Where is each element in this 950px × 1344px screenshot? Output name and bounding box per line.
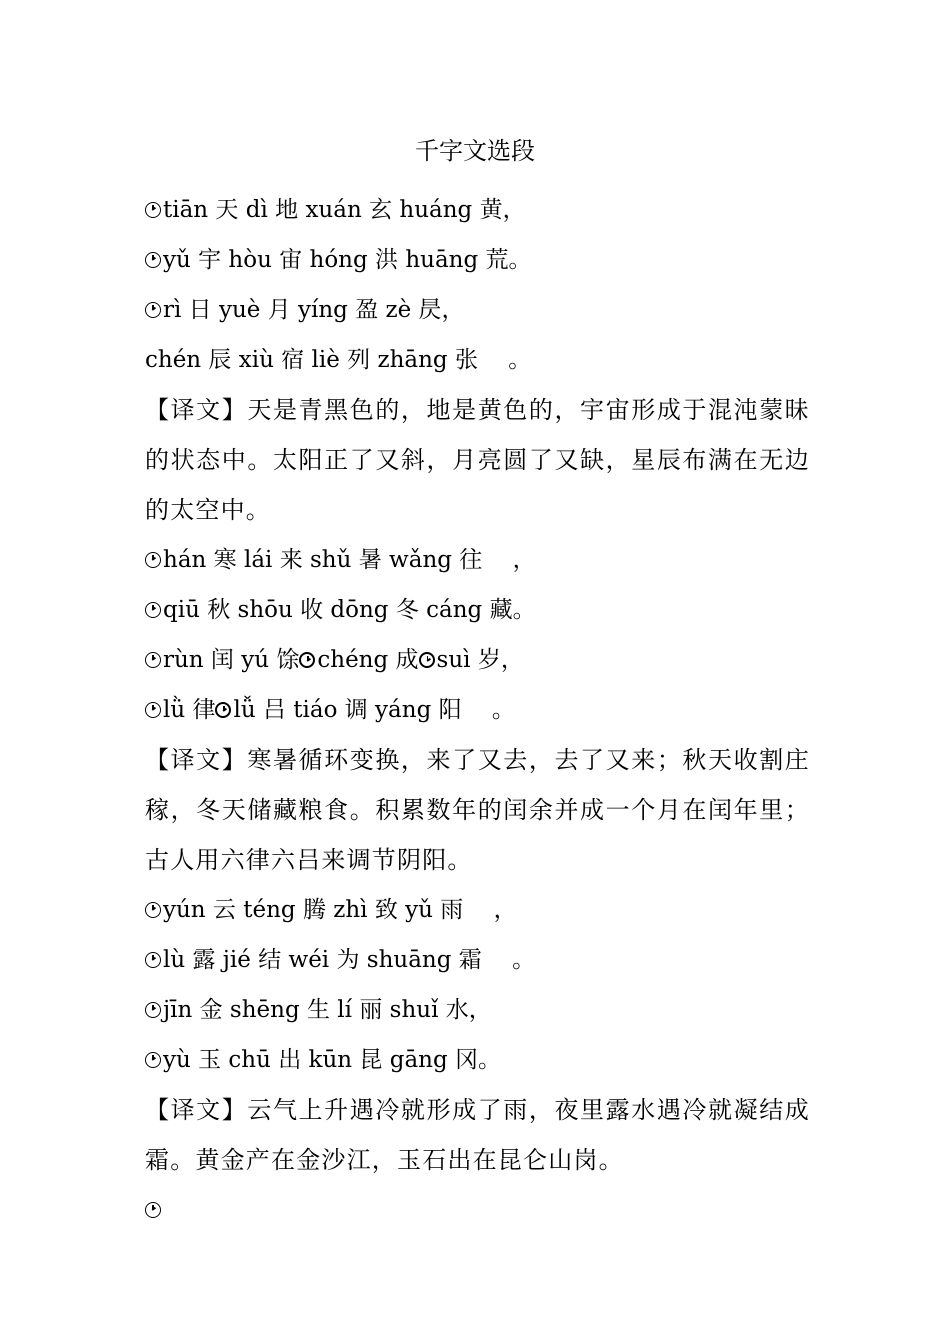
verse-text: rì 日 yuè 月 yíng 盈 zè 昃， [163, 297, 465, 323]
verse-line [145, 1035, 810, 1085]
verse-line [145, 185, 810, 235]
clock-icon [419, 652, 435, 668]
clock-icon [145, 652, 161, 668]
verse-text: chéng 成 [317, 647, 419, 673]
verse-text: qiū 秋 shōu 收 dōng 冬 cáng 藏。 [163, 597, 536, 623]
clock-icon [145, 252, 161, 268]
verse-text: jīn 金 shēng 生 lí 丽 shuǐ 水， [163, 997, 492, 1023]
clock-icon [145, 302, 161, 318]
translation-paragraph: 【译文】寒暑循环变换，来了又去，去了又来；秋天收割庄稼，冬天储藏粮食。积累数年的闰余并成一个月在闰年里；古人用六律六吕来调节阴阳。 [145, 746, 810, 874]
verse-line [145, 985, 810, 1035]
clock-icon [145, 1202, 161, 1218]
verse-text: yǔ 宇 hòu 宙 hóng 洪 huāng 荒。 [163, 247, 532, 273]
clock-icon [145, 1002, 161, 1018]
clock-icon [145, 952, 161, 968]
verse-line [145, 535, 810, 585]
verse-text: hán 寒 lái 来 shǔ 暑 wǎng 往 ， [163, 547, 536, 573]
verse-line [145, 1185, 810, 1235]
verse-line [145, 285, 810, 335]
clock-icon [299, 652, 315, 668]
clock-icon [145, 602, 161, 618]
clock-icon [145, 1052, 161, 1068]
verse-line [145, 235, 810, 285]
translation-paragraph: 【译文】天是青黑色的，地是黄色的，宇宙形成于混沌蒙昧的状态中。太阳正了又斜，月亮圆了又缺，星辰布满在无边的太空中。 [145, 396, 810, 524]
verse-text: yù 玉 chū 出 kūn 昆 gāng 冈。 [163, 1047, 502, 1073]
verse-line [145, 635, 810, 685]
translation-paragraph: 【译文】云气上升遇冷就形成了雨，夜里露水遇冷就凝结成霜。黄金产在金沙江，玉石出在昆仑山岗。 [145, 1096, 810, 1174]
verse-line [145, 935, 810, 985]
clock-icon [145, 552, 161, 568]
verse-line [145, 885, 810, 935]
clock-icon [145, 202, 161, 218]
clock-icon [215, 702, 231, 718]
verse-text: lǚ 吕 tiáo 调 yáng 阳 。 [233, 697, 515, 723]
verse-text: chén 辰 xiù 宿 liè 列 zhāng 张 。 [145, 347, 532, 373]
verse-text: tiān 天 dì 地 xuán 玄 huáng 黄， [163, 197, 526, 223]
document-body [145, 185, 810, 1235]
verse-line [145, 335, 810, 385]
verse-line [145, 685, 810, 735]
clock-icon [145, 902, 161, 918]
document-title: 千字文选段 [415, 137, 535, 165]
verse-line [145, 585, 810, 635]
verse-text: lù 露 jié 结 wéi 为 shuāng 霜 。 [163, 947, 536, 973]
verse-text: lǜ 律 [163, 697, 216, 723]
verse-text: yún 云 téng 腾 zhì 致 yǔ 雨 ， [163, 897, 517, 923]
verse-text: rùn 闰 yú 馀 [163, 647, 300, 673]
clock-icon [145, 702, 161, 718]
verse-text: suì 岁， [436, 647, 524, 673]
